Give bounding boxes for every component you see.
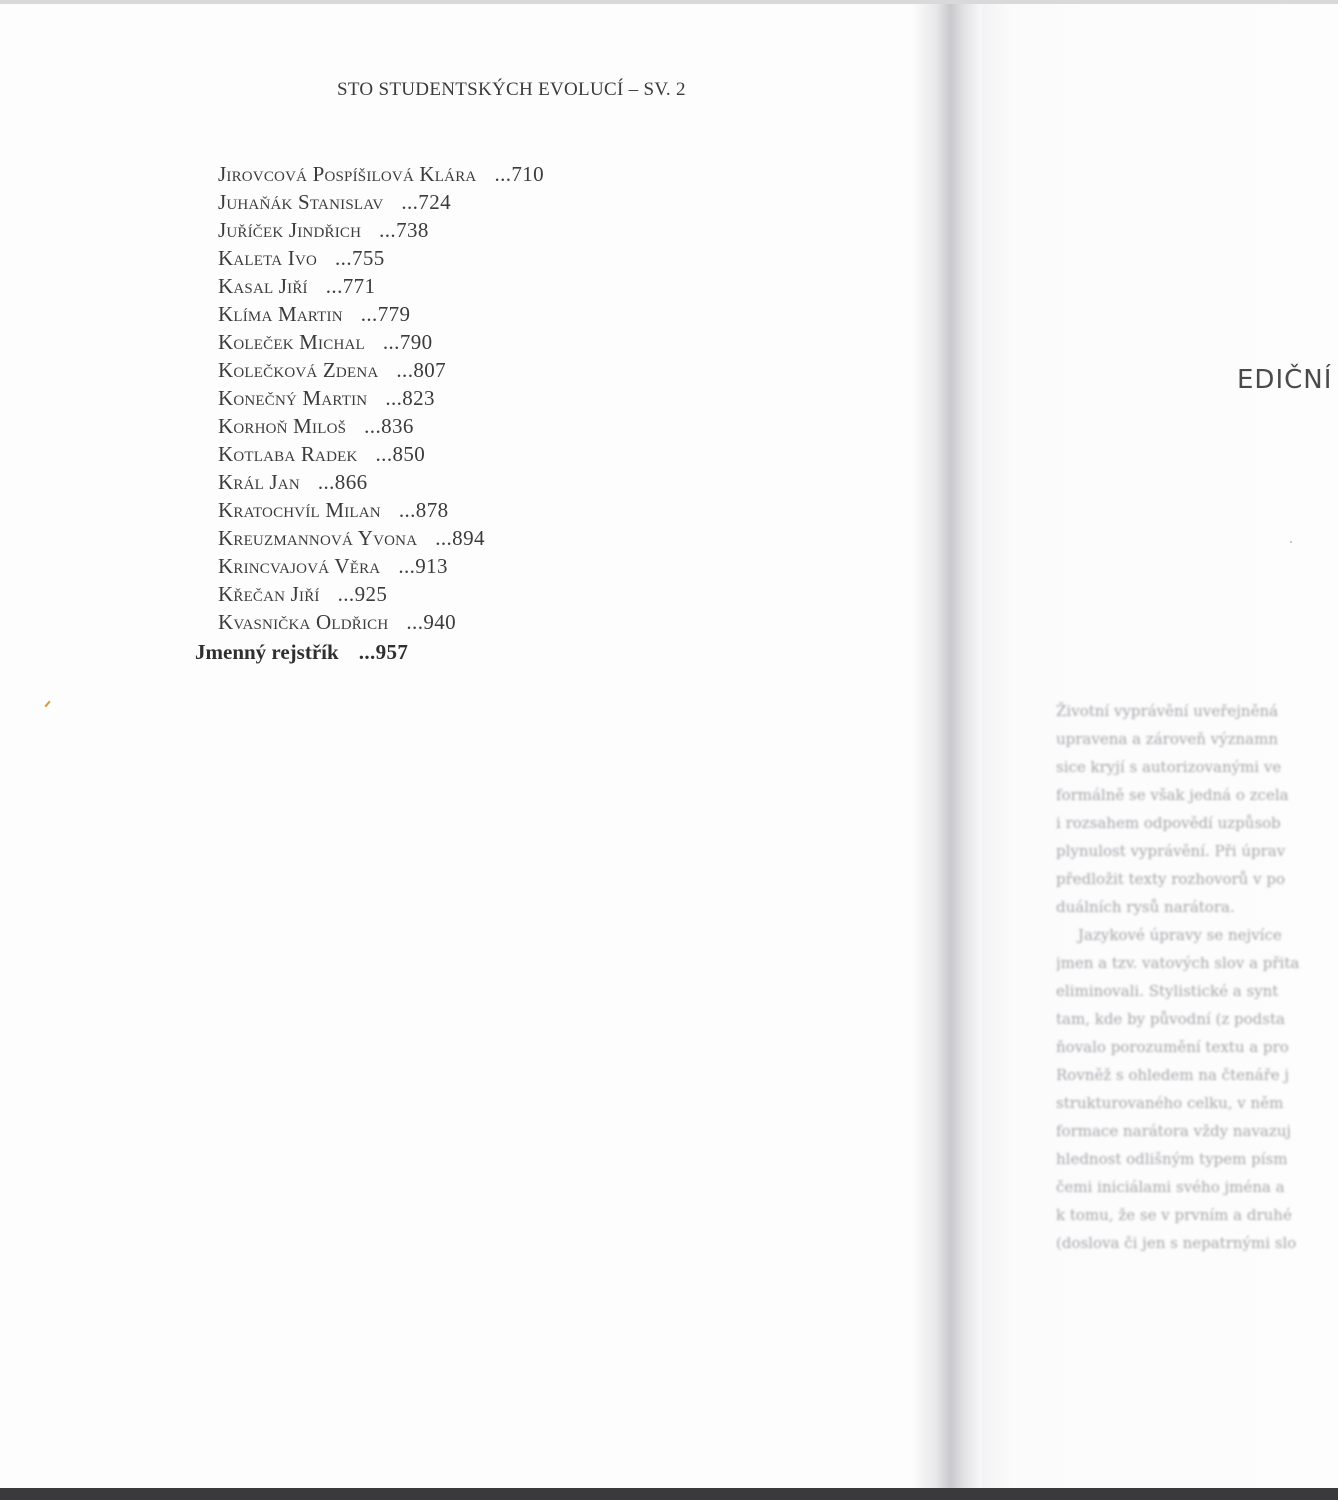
toc-entry-name: Kratochvíl Milan [218,498,381,522]
toc-entry-name: Kvasnička Oldřich [218,610,389,634]
text-line: plynulost vyprávění. Při úprav [1056,842,1286,860]
toc-entry[interactable] [218,160,544,188]
toc-entry-name: Klíma Martin [218,302,343,326]
toc-entry[interactable] [218,272,544,300]
toc-entry[interactable] [218,580,544,608]
toc-entry[interactable] [218,328,544,356]
text-line: sice kryjí s autorizovanými ve [1056,758,1282,776]
toc-entry-name: Král Jan [218,470,300,494]
text-line: (doslova či jen s nepatrnými slo [1056,1234,1297,1252]
toc-entry-name: Koleček Michal [218,330,365,354]
toc-entry-page: ...913 [398,554,448,578]
paper-speck [1290,541,1292,543]
toc-entry[interactable] [218,356,544,384]
toc-entry-page: ...866 [317,470,368,494]
book-gutter [912,4,982,1490]
toc-entry-name-index[interactable] [195,637,408,667]
toc-entry-page: ...850 [375,442,426,466]
toc-entry-page: ...940 [406,610,457,634]
text-line: Životní vyprávění uveřejněná [1056,702,1279,720]
toc-entry-page: ...925 [337,582,388,606]
toc-entry[interactable] [218,300,544,328]
text-line: upravena a zároveň významn [1056,730,1278,748]
toc-entry[interactable] [218,216,544,244]
text-line: formálně se však jedná o zcela [1056,786,1289,804]
table-of-contents [218,160,544,636]
toc-entry-page: ...836 [364,414,414,438]
toc-entry-page: ...738 [379,218,429,242]
index-entry-name: Jmenný rejstřík [195,640,339,664]
toc-entry[interactable] [218,496,544,524]
text-line: duálních rysů narátora. [1056,898,1235,916]
toc-entry-name: Korhoň Miloš [218,414,347,438]
toc-entry[interactable] [218,412,544,440]
toc-entry-page: ...724 [401,190,452,214]
toc-entry-page: ...894 [435,526,485,550]
toc-entry-name: Kasal Jiří [218,274,308,298]
toc-entry[interactable] [218,384,544,412]
toc-entry[interactable] [218,524,544,552]
toc-entry-name: Kotlaba Radek [218,442,358,466]
toc-entry[interactable] [218,440,544,468]
toc-entry[interactable] [218,244,544,272]
toc-entry[interactable] [218,608,544,636]
toc-entry-name: Jirovcová Pospíšilová Klára [218,162,477,186]
toc-entry-page: ...807 [396,358,447,382]
scanner-edge [0,1488,1338,1500]
text-line: předložit texty rozhovorů v po [1056,870,1285,888]
text-line: Jazykové úpravy se nejvíce [1078,926,1282,944]
toc-entry-page: ...710 [494,162,545,186]
text-line: hlednost odlišným typem písm [1056,1150,1288,1168]
running-head: STO STUDENTSKÝCH EVOLUCÍ – SV. 2 [337,79,686,100]
toc-entry-name: Konečný Martin [218,386,368,410]
toc-entry[interactable] [218,188,544,216]
toc-entry-page: ...790 [382,330,433,354]
index-entry-page: ...957 [358,640,409,664]
text-line: čemi iniciálami svého jména a [1056,1178,1285,1196]
toc-entry[interactable] [218,552,544,580]
text-line: ňovalo porozumění textu a pro [1056,1038,1289,1056]
text-line: strukturovaného celku, v něm [1056,1094,1284,1112]
toc-entry[interactable] [218,468,544,496]
toc-entry-page: ...771 [325,274,376,298]
body-text [1056,697,1338,1257]
text-line: Rovněž s ohledem na čtenáře j [1056,1066,1290,1084]
toc-entry-page: ...878 [398,498,449,522]
text-line: jmen a tzv. vatových slov a přita [1056,954,1300,972]
chapter-heading: EDIČNÍ [1237,365,1333,395]
toc-entry-page: ...755 [335,246,385,270]
toc-entry-name: Kolečková Zdena [218,358,379,382]
text-line: i rozsahem odpovědí uzpůsob [1056,814,1281,832]
toc-entry-name: Krincvajová Věra [218,554,381,578]
toc-entry-name: Kreuzmannová Yvona [218,526,418,550]
toc-entry-page: ...779 [360,302,411,326]
text-line: formace narátora vždy navazuj [1056,1122,1292,1140]
toc-entry-page: ...823 [385,386,435,410]
toc-entry-name: Juříček Jindřich [218,218,362,242]
text-line: k tomu, že se v prvním a druhé [1056,1206,1292,1224]
text-line: eliminovali. Stylistické a synt [1056,982,1279,1000]
toc-entry-name: Křečan Jiří [218,582,320,606]
toc-entry-name: Juhaňák Stanislav [218,190,384,214]
text-line: tam, kde by původní (z podsta [1056,1010,1285,1028]
toc-entry-name: Kaleta Ivo [218,246,318,270]
